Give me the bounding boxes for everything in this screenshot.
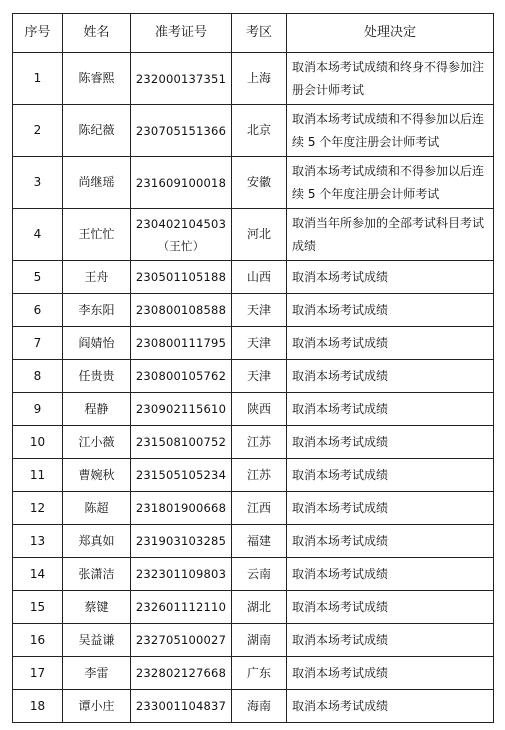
cell-no: 9	[13, 393, 63, 426]
exam-id-number: 232802127668	[135, 666, 227, 680]
table-row	[13, 525, 494, 558]
cell-region: 河北	[232, 209, 287, 261]
cell-region: 陕西	[232, 393, 287, 426]
cell-region: 北京	[232, 105, 287, 157]
cell-name: 程静	[63, 393, 131, 426]
cell-name: 谭小庄	[63, 690, 131, 723]
table-row	[13, 558, 494, 591]
cell-decision: 取消本场考试成绩	[287, 327, 494, 360]
table-row	[13, 690, 494, 723]
header-decision: 处理决定	[287, 14, 494, 53]
cell-name: 郑真如	[63, 525, 131, 558]
cell-exam-id	[131, 261, 232, 294]
exam-id-number: 231609100018	[135, 175, 227, 190]
header-region: 考区	[232, 14, 287, 53]
cell-region: 安徽	[232, 157, 287, 209]
cell-decision: 取消本场考试成绩	[287, 459, 494, 492]
exam-id-number: 231508100752	[135, 435, 227, 449]
exam-id-number: 232000137351	[135, 71, 227, 86]
cell-decision: 取消本场考试成绩	[287, 261, 494, 294]
cell-region: 山西	[232, 261, 287, 294]
exam-id-number: 233001104837	[135, 699, 227, 713]
cell-decision: 取消本场考试成绩	[287, 294, 494, 327]
exam-id-number: 230800111795	[135, 336, 227, 350]
cell-name: 江小薇	[63, 426, 131, 459]
cell-exam-id	[131, 426, 232, 459]
cell-no: 17	[13, 657, 63, 690]
cell-region: 海南	[232, 690, 287, 723]
cell-name: 曹婉秋	[63, 459, 131, 492]
cell-name: 尚继瑶	[63, 157, 131, 209]
table-row	[13, 393, 494, 426]
cell-decision: 取消本场考试成绩	[287, 558, 494, 591]
table-row	[13, 492, 494, 525]
cell-no: 4	[13, 209, 63, 261]
cell-region: 江苏	[232, 459, 287, 492]
cell-decision: 取消本场考试成绩	[287, 426, 494, 459]
cell-no: 12	[13, 492, 63, 525]
header-name: 姓名	[63, 14, 131, 53]
cell-decision: 取消本场考试成绩和不得参加以后连续 5 个年度注册会计师考试	[287, 105, 494, 157]
cell-region: 上海	[232, 53, 287, 105]
table-row	[13, 591, 494, 624]
table-body	[13, 53, 494, 723]
cell-exam-id	[131, 360, 232, 393]
table-row	[13, 53, 494, 105]
cell-exam-id	[131, 657, 232, 690]
cell-name: 李雷	[63, 657, 131, 690]
table-header-row	[13, 14, 494, 53]
cell-name: 李东阳	[63, 294, 131, 327]
table-row	[13, 624, 494, 657]
exam-id-number: 231903103285	[135, 534, 227, 548]
cell-exam-id	[131, 105, 232, 157]
cell-no: 14	[13, 558, 63, 591]
cell-decision: 取消本场考试成绩	[287, 624, 494, 657]
cell-no: 15	[13, 591, 63, 624]
cell-no: 5	[13, 261, 63, 294]
cell-name: 任贵贵	[63, 360, 131, 393]
cell-region: 天津	[232, 327, 287, 360]
cell-region: 云南	[232, 558, 287, 591]
cell-decision: 取消本场考试成绩	[287, 690, 494, 723]
cell-exam-id	[131, 53, 232, 105]
penalty-table	[12, 13, 494, 723]
table-row	[13, 327, 494, 360]
cell-decision: 取消本场考试成绩和终身不得参加注册会计师考试	[287, 53, 494, 105]
cell-region: 广东	[232, 657, 287, 690]
exam-id-number: 232601112110	[135, 600, 227, 614]
cell-exam-id	[131, 525, 232, 558]
exam-id-number: 232705100027	[135, 633, 227, 647]
cell-region: 江西	[232, 492, 287, 525]
table-row	[13, 157, 494, 209]
cell-no: 6	[13, 294, 63, 327]
exam-id-number: 230902115610	[135, 402, 227, 416]
cell-exam-id	[131, 294, 232, 327]
cell-name: 陈超	[63, 492, 131, 525]
cell-region: 湖北	[232, 591, 287, 624]
table-row	[13, 360, 494, 393]
table-row	[13, 261, 494, 294]
table-row	[13, 426, 494, 459]
cell-exam-id	[131, 690, 232, 723]
cell-region: 天津	[232, 360, 287, 393]
cell-exam-id	[131, 459, 232, 492]
cell-name: 王舟	[63, 261, 131, 294]
exam-id-number: 231801900668	[135, 501, 227, 515]
cell-no: 18	[13, 690, 63, 723]
cell-no: 10	[13, 426, 63, 459]
cell-no: 13	[13, 525, 63, 558]
cell-decision: 取消当年所参加的全部考试科目考试成绩	[287, 209, 494, 261]
cell-no: 7	[13, 327, 63, 360]
cell-decision: 取消本场考试成绩	[287, 525, 494, 558]
exam-id-number: 230501105188	[135, 270, 227, 284]
cell-decision: 取消本场考试成绩	[287, 657, 494, 690]
cell-region: 天津	[232, 294, 287, 327]
exam-id-note: （王忙）	[157, 238, 205, 253]
cell-exam-id	[131, 327, 232, 360]
cell-region: 江苏	[232, 426, 287, 459]
cell-exam-id	[131, 624, 232, 657]
exam-id-number: 230800108588	[135, 303, 227, 317]
cell-decision: 取消本场考试成绩	[287, 360, 494, 393]
cell-region: 福建	[232, 525, 287, 558]
cell-name: 王忙忙	[63, 209, 131, 261]
cell-no: 8	[13, 360, 63, 393]
exam-id-number: 231505105234	[135, 468, 227, 482]
cell-decision: 取消本场考试成绩	[287, 492, 494, 525]
exam-id-number: 230705151366	[135, 123, 227, 138]
cell-region: 湖南	[232, 624, 287, 657]
cell-decision: 取消本场考试成绩	[287, 393, 494, 426]
cell-no: 1	[13, 53, 63, 105]
header-exam-id: 准考证号	[131, 14, 232, 53]
cell-exam-id	[131, 209, 232, 261]
cell-name: 陈纪薇	[63, 105, 131, 157]
cell-exam-id	[131, 591, 232, 624]
table-row	[13, 459, 494, 492]
cell-name: 阎婧怡	[63, 327, 131, 360]
cell-exam-id	[131, 492, 232, 525]
cell-no: 16	[13, 624, 63, 657]
table-row	[13, 209, 494, 261]
exam-id-number: 230800105762	[135, 369, 227, 383]
cell-no: 2	[13, 105, 63, 157]
table-row	[13, 657, 494, 690]
exam-id-number: 230402104503	[135, 216, 227, 231]
cell-exam-id	[131, 157, 232, 209]
cell-exam-id	[131, 558, 232, 591]
cell-decision: 取消本场考试成绩	[287, 591, 494, 624]
exam-id-number: 232301109803	[135, 567, 227, 581]
cell-no: 11	[13, 459, 63, 492]
cell-name: 吴益谦	[63, 624, 131, 657]
cell-decision: 取消本场考试成绩和不得参加以后连续 5 个年度注册会计师考试	[287, 157, 494, 209]
cell-no: 3	[13, 157, 63, 209]
table-row	[13, 105, 494, 157]
cell-exam-id	[131, 393, 232, 426]
header-no: 序号	[13, 14, 63, 53]
cell-name: 陈睿熙	[63, 53, 131, 105]
cell-name: 张潇洁	[63, 558, 131, 591]
cell-name: 蔡键	[63, 591, 131, 624]
table-row	[13, 294, 494, 327]
